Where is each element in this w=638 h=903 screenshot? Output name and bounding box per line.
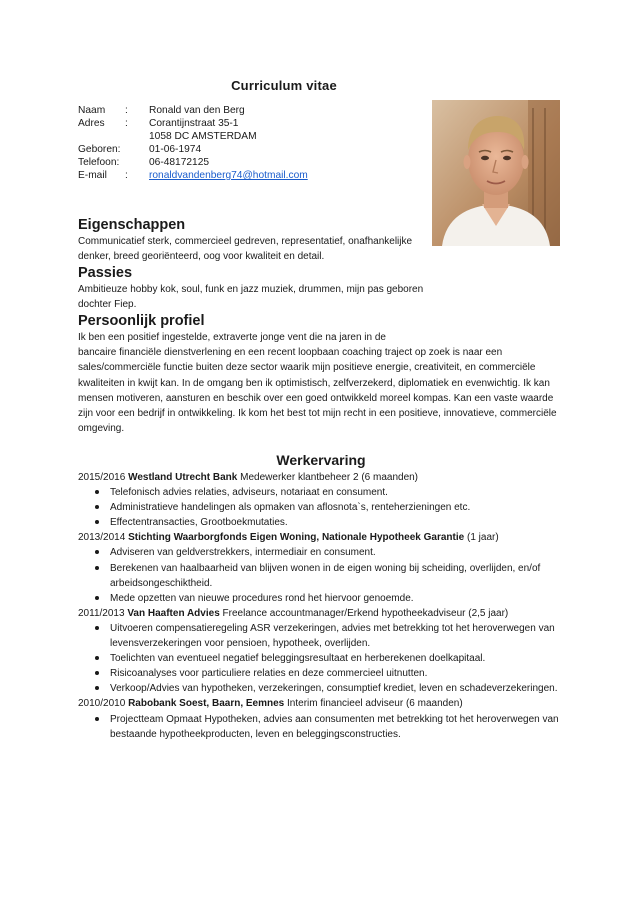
document-title: Curriculum vitae — [231, 78, 337, 93]
label-phone: Telefoon: — [78, 157, 120, 168]
list-item: Uitvoeren compensatieregeling ASR verzekeringen, advies met betrekking tot het heroverwegen van levensverzekeringen voor pensioen, hypotheek, overlijden. — [78, 621, 568, 651]
separator: : — [125, 170, 128, 181]
job-tasks — [78, 712, 568, 742]
personal-row-address — [78, 117, 308, 130]
job-entry — [78, 530, 568, 605]
portrait-image — [432, 100, 560, 246]
section-text-passies: Ambitieuze hobby kok, soul, funk en jazz muziek, drummen, mijn pas geboren dochter Fiep. — [78, 284, 424, 311]
personal-row-address-city — [78, 130, 308, 143]
personal-row-birth — [78, 143, 308, 156]
section-title-eigenschappen: Eigenschappen — [78, 217, 186, 233]
section-profiel — [78, 312, 564, 436]
list-item: Verkoop/Advies van hypotheken, verzekeringen, consumptief krediet, leven en schadeverzekeringen. — [78, 681, 568, 696]
job-entry — [78, 696, 568, 741]
email-link[interactable]: ronaldvandenberg74@hotmail.com — [149, 170, 308, 181]
job-company: Van Haaften Advies — [127, 607, 220, 619]
job-company: Westland Utrecht Bank — [128, 472, 238, 483]
job-period: 2010/2010 — [78, 698, 126, 710]
work-experience-title: Werkervaring — [276, 452, 366, 468]
job-period: 2015/2016 — [78, 472, 126, 483]
section-text-profiel: bancaire financiële dienstverlening en een recent loopbaan coaching traject op zoek is naar een sales/commerciële functie buiten deze sector waarik mijn positieve energie, creativiteit, en commerciële kwaliteiten in kwijt kan. In de omgang ben ik optimistisch, zelfverzekerd, diplomatiek en evenwichtig. Ik kan mensen motiveren, aansturen en beschik over een goed ontwikkeld moreel kompas. Kan een vaste waarde zijn voor een bedrijf in ontwikkeling. Ik kom het best tot mijn recht in een positieve, innovatieve, commerciële omgeving. — [78, 347, 557, 435]
job-tasks — [78, 485, 568, 530]
label-empty — [78, 130, 125, 143]
value-address-street: Corantijnstraat 35-1 — [149, 118, 239, 129]
list-item: Projectteam Opmaat Hypotheken, advies aan consumenten met betrekking tot het heroverwegen van bestaande hypotheekproducten, leven en beleggingsconstructies. — [78, 712, 568, 742]
personal-details — [78, 104, 308, 182]
job-entry — [78, 470, 568, 530]
value-phone: 06-48172125 — [149, 157, 210, 168]
label-name: Naam — [78, 105, 106, 116]
job-company: Stichting Waarborgfonds Eigen Woning, Nationale Hypotheek Garantie — [128, 532, 465, 544]
personal-row-phone — [78, 156, 308, 169]
job-role: Freelance accountmanager/Erkend hypotheekadviseur (2,5 jaar) — [222, 607, 509, 619]
job-role: Interim financieel adviseur (6 maanden) — [287, 698, 463, 710]
job-tasks — [78, 545, 568, 605]
list-item: Administratieve handelingen als opmaken van aflosnota`s, renteherzieningen etc. — [78, 500, 568, 515]
job-header — [78, 530, 568, 545]
work-experience — [78, 470, 568, 742]
job-company: Rabobank Soest, Baarn, Eemnes — [128, 698, 285, 710]
personal-row-email — [78, 169, 308, 182]
list-item: Mede opzetten van nieuwe procedures rond het hiervoor genoemde. — [78, 591, 568, 606]
section-text-profiel-line1: Ik ben een positief ingestelde, extraverte jonge vent die na jaren in de — [78, 332, 386, 343]
profile-photo — [432, 100, 560, 246]
label-birth: Geboren: — [78, 144, 121, 155]
section-title-passies: Passies — [78, 265, 133, 281]
section-title-profiel: Persoonlijk profiel — [78, 313, 205, 329]
section-passies — [78, 264, 430, 312]
job-role: Medewerker klantbeheer 2 (6 maanden) — [240, 472, 419, 483]
value-birth: 01-06-1974 — [149, 144, 202, 155]
list-item: Telefonisch advies relaties, adviseurs, notariaat en consument. — [78, 485, 568, 500]
section-eigenschappen — [78, 216, 430, 264]
list-item: Risicoanalyses voor particuliere relaties en deze commercieel uitnutten. — [78, 666, 568, 681]
job-header — [78, 696, 568, 711]
value-address-city: 1058 DC AMSTERDAM — [149, 131, 257, 142]
job-role: (1 jaar) — [466, 532, 499, 544]
value-name: Ronald van den Berg — [149, 105, 245, 116]
job-tasks — [78, 621, 568, 696]
list-item: Adviseren van geldverstrekkers, intermediair en consument. — [78, 545, 568, 560]
list-item: Berekenen van haalbaarheid van blijven wonen in de eigen woning bij scheiding, overlijden, en/of arbeidsongeschiktheid. — [78, 561, 568, 591]
list-item: Effectentransacties, Grootboekmutaties. — [78, 515, 568, 530]
job-header — [78, 470, 568, 485]
section-text-eigenschappen: Communicatief sterk, commercieel gedreven, representatief, onafhankelijke denker, breed georiënteerd, oog voor kwaliteit en detail. — [78, 236, 413, 263]
list-item: Toelichten van eventueel negatief beleggingsresultaat en herberekenen doelkapitaal. — [78, 651, 568, 666]
separator — [125, 130, 149, 143]
separator: : — [125, 105, 128, 116]
label-email: E-mail — [78, 170, 107, 181]
job-entry — [78, 606, 568, 697]
job-period: 2011/2013 — [78, 607, 125, 619]
personal-row-name — [78, 104, 308, 117]
label-address: Adres — [78, 118, 105, 129]
job-header — [78, 606, 568, 621]
separator: : — [125, 118, 128, 129]
job-period: 2013/2014 — [78, 532, 126, 544]
